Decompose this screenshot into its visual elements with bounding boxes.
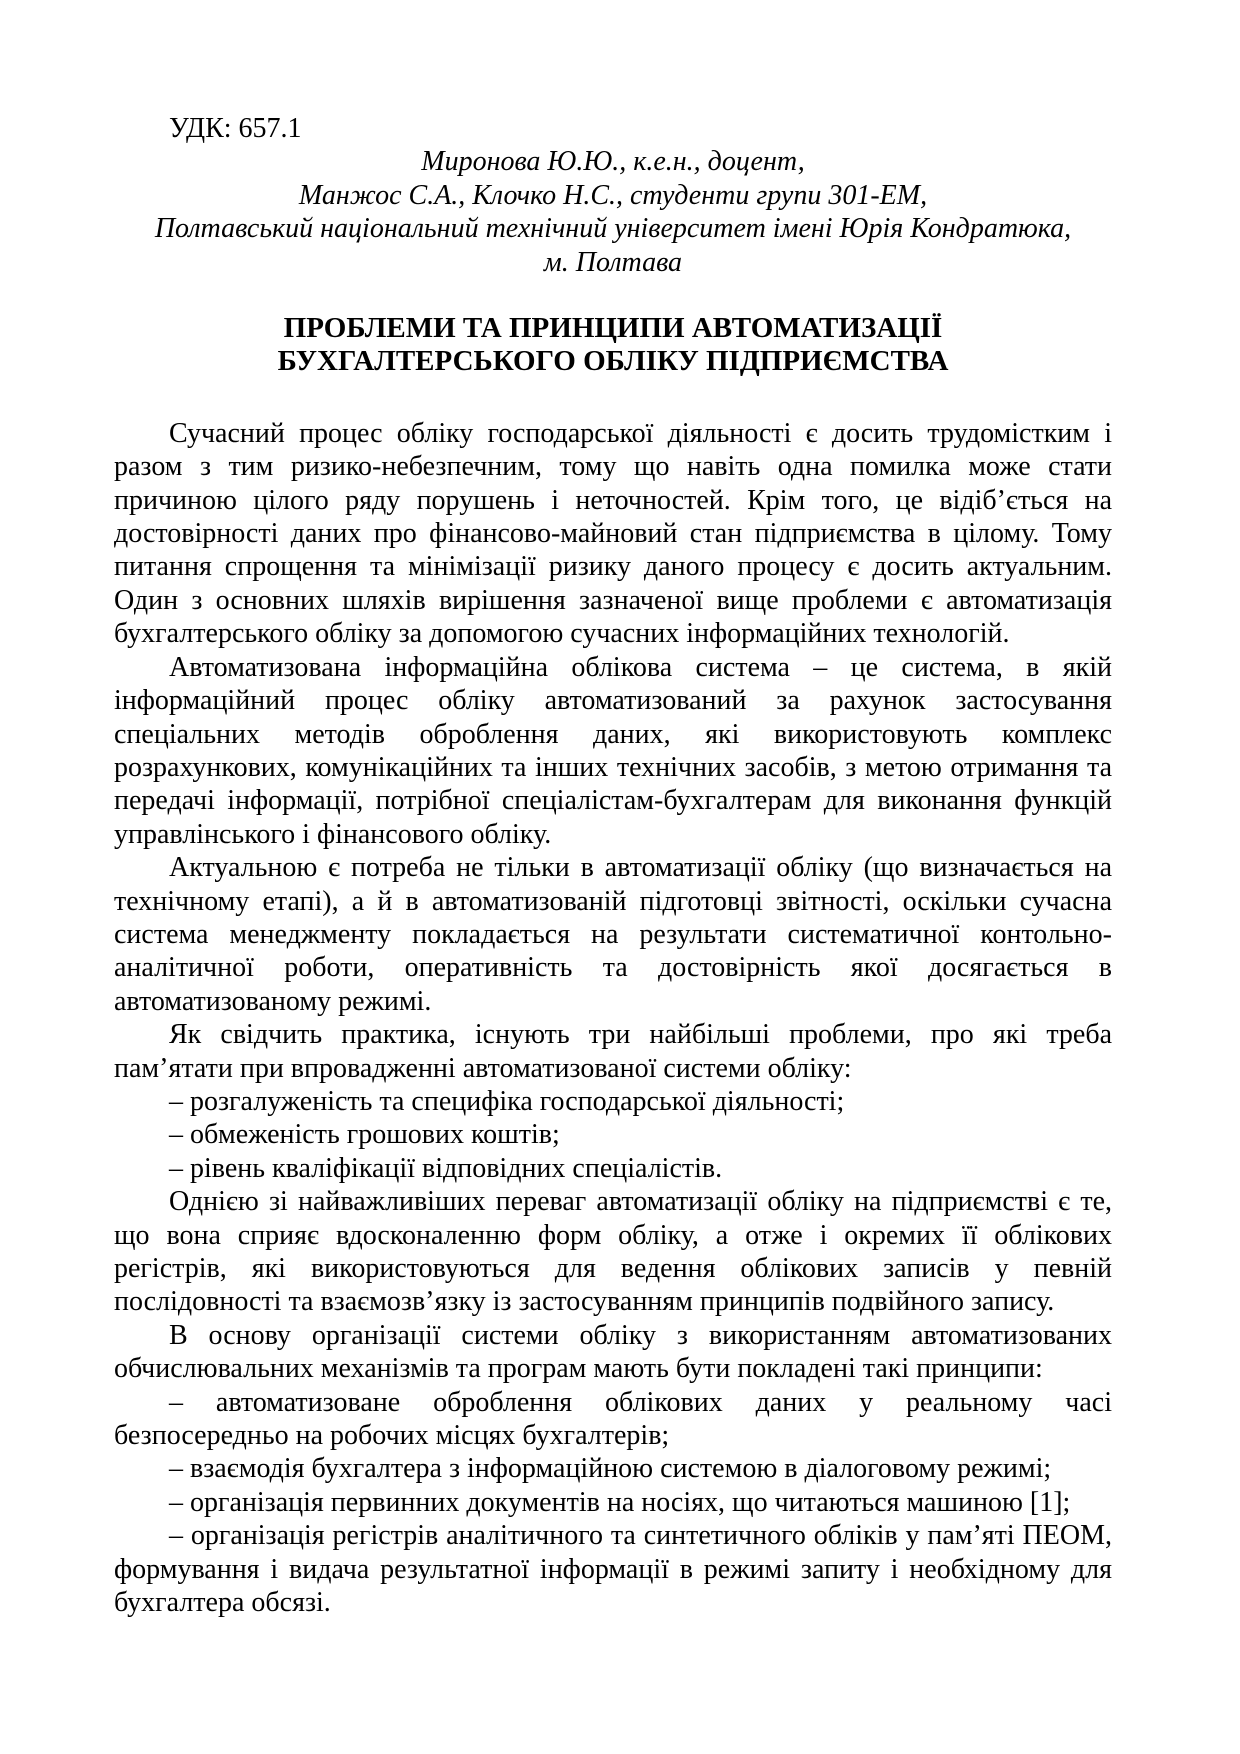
affiliation-line: Полтавський національний технічний університет імені Юрія Кондратюка, (154, 213, 1072, 245)
title-line: БУХГАЛТЕРСЬКОГО ОБЛІКУ ПІДПРИЄМСТВА (277, 345, 949, 378)
body-paragraph: Як свідчить практика, існують три найбільші проблеми, про які треба пам’ятати при впровадженні автоматизованої системи обліку: (114, 1019, 1112, 1084)
list-item-dash: – автоматизоване оброблення облікових даних у реальному часі безпосередньо на робочих місцях бухгалтерів; (114, 1386, 1112, 1452)
list-item-dash: – організація регістрів аналітичного та синтетичного обліків у пам’яті ПЕОМ, формування і видача результатної інформації в режимі запиту і необхідному для бухгалтера обсязі. (114, 1520, 1112, 1619)
body-paragraph: В основу організації системи обліку з використанням автоматизованих обчислювальних механізмів та програм мають бути покладені такі принципи: (114, 1319, 1112, 1385)
body-paragraph: Однією зі найважливіших переваг автоматизації обліку на підприємстві є те, що вона сприяє вдосконаленню форм обліку, а отже і окремих її облікових регістрів, які використовуються для ведення облікових записів у певній послідовності та взаємозв’язку із застосуванням принципів подвійного запису. (114, 1186, 1112, 1318)
list-item-dash: – рівень кваліфікації відповідних спеціалістів. (169, 1152, 723, 1184)
city-line: м. Полтава (543, 246, 683, 278)
body-paragraph: Сучасний процес обліку господарської діяльності є досить трудомістким і разом з тим ризико-небезпечним, тому що навіть одна помилка може стати причиною цілого ряду порушень і неточностей. Крім того, це відіб’ється на достовірності даних про фінансово-майновий стан підприємства в цілому. Тому питання спрощення та мінімізації ризику даного процесу є досить актуальним. Один з основних шляхів вирішення зазначеної вище проблеми є автоматизація бухгалтерського обліку за допомогою сучасних інформаційних технологій. (114, 417, 1112, 650)
article-title (114, 312, 1112, 379)
body-paragraph: Автоматизована інформаційна облікова система – це система, в якій інформаційний процес обліку автоматизований за рахунок застосування спеціальних методів оброблення даних, які використовують комплекс розрахункових, комунікаційних та інших технічних засобів, з метою отримання та передачі інформації, потрібної спеціалістам-бухгалтерам для виконання функцій управлінського і фінансового обліку. (114, 651, 1112, 850)
list-item-dash: – розгалуженість та специфіка господарської діяльності; (169, 1085, 845, 1117)
author-block (114, 145, 1112, 279)
author-line: Манжос С.А., Клочко Н.С., студенти групи 301-ЕМ, (298, 179, 928, 211)
list-item-dash: – взаємодія бухгалтера з інформаційною системою в діалоговому режимі; (169, 1453, 1052, 1485)
list-item-dash: – обмеженість грошових коштів; (169, 1119, 560, 1151)
author-line: Миронова Ю.Ю., к.е.н., доцент, (421, 146, 805, 178)
title-line: ПРОБЛЕМИ ТА ПРИНЦИПИ АВТОМАТИЗАЦІЇ (283, 312, 943, 345)
body-paragraph: Актуальною є потреба не тільки в автоматизації обліку (що визначається на технічному етапі), а й в автоматизованій підготовці звітності, оскільки сучасна система менеджменту покладається на результати систематичної контольно-аналітичної роботи, оперативність та достовірність якої досягається в автоматизованому режимі. (114, 852, 1112, 1017)
udc-code: УДК: 657.1 (169, 113, 302, 144)
list-item-dash: – організація первинних документів на носіях, що читаються машиною [1]; (169, 1486, 1071, 1518)
